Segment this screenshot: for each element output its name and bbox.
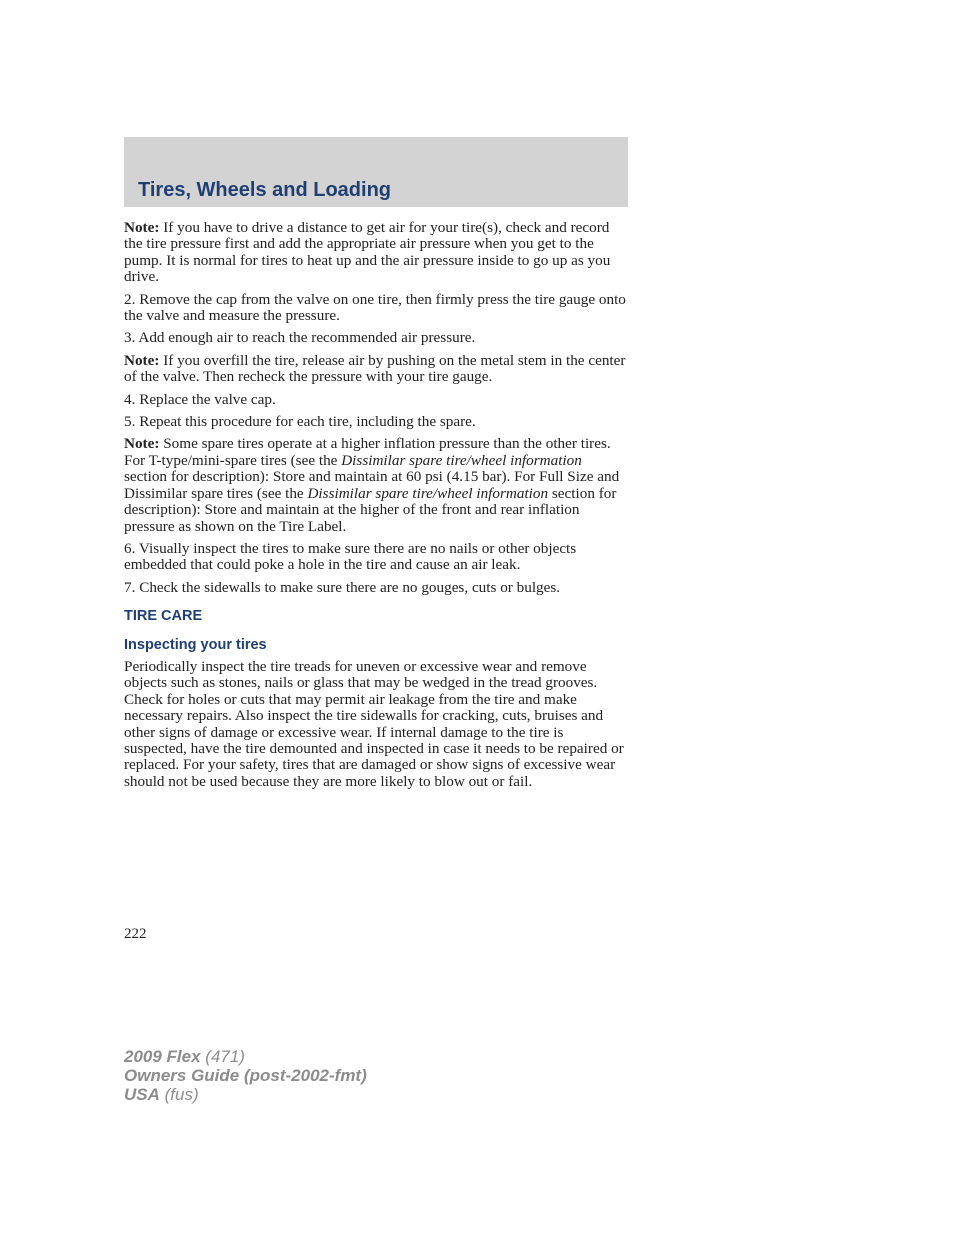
page-number: 222 (124, 926, 147, 942)
section-title: Tires, Wheels and Loading (138, 179, 392, 201)
note-text: section for description): Store and maintain at 60 psi (4.15 bar). For Full Size and Dissimilar spare tires (see the (124, 468, 620, 502)
section-heading: TIRE CARE (124, 608, 203, 625)
step-5: 5. Repeat this procedure for each tire, including the spare. (124, 413, 476, 431)
note-label: Note: (124, 435, 160, 453)
section-header-band (124, 137, 628, 207)
footer-line-1 (124, 1047, 367, 1066)
step-6: 6. Visually inspect the tires to make sure there are no nails or other objects embedded that could poke a hole in the tire and cause an air leak. (124, 539, 577, 574)
body-paragraph: Periodically inspect the tire treads for uneven or excessive wear and remove objects such as stones, nails or glass that may be wedged in the tread grooves. Check for holes or cuts that may permit air leakage from the tire and make necessary repairs. Also inspect the tire sidewalls for cracking, cuts, bruises and other signs of damage or excessive wear. If internal damage to the tire is suspected, have the tire demounted and inspected in case it needs to be repaired or replaced. For your safety, tires that are damaged or show signs of excessive wear should not be used because they are more likely to blow out or fail. (124, 657, 624, 790)
subsection-heading: Inspecting your tires (124, 636, 267, 653)
note-text: section for description): Store and maintain at the higher of the front and rear inflation pressure as shown on the Tire Label. (124, 484, 617, 535)
note-paragraph (124, 436, 628, 534)
footer-model-code: (471) (200, 1047, 245, 1066)
note-text: Some spare tires operate at a higher inflation pressure than the other tires. For T-type/mini-spare tires (see the (124, 435, 611, 469)
footer-line-3 (124, 1085, 367, 1104)
note-label: Note: (124, 219, 160, 236)
footer-model: 2009 Flex (124, 1047, 201, 1066)
note-paragraph (124, 220, 628, 286)
note-paragraph (124, 353, 628, 386)
note-label: Note: (124, 351, 160, 369)
note-text: If you have to drive a distance to get air for your tire(s), check and record the tire pressure first and add the appropriate air pressure when you get to the pump. It is normal for tires to heat up and the air pressure inside to go up as you drive. (124, 219, 611, 286)
step-4: 4. Replace the valve cap. (124, 390, 276, 408)
footer-line-2 (124, 1066, 367, 1085)
step-7: 7. Check the sidewalls to make sure there are no gouges, cuts or bulges. (124, 578, 561, 596)
section-reference: Dissimilar spare tire/wheel information (341, 451, 582, 469)
step-3: 3. Add enough air to reach the recommended air pressure. (124, 329, 476, 347)
section-reference: Dissimilar spare tire/wheel information (307, 484, 549, 502)
footer-market-code: (fus) (159, 1085, 199, 1104)
footer-guide: Owners Guide (post-2002-fmt) (124, 1066, 367, 1085)
footer-market: USA (124, 1085, 160, 1104)
note-text: If you overfill the tire, release air by pushing on the metal stem in the center of the valve. Then recheck the pressure with your tire gauge. (124, 351, 626, 386)
page-content (124, 220, 628, 796)
document-footer (124, 1047, 367, 1104)
step-2: 2. Remove the cap from the valve on one tire, then firmly press the tire gauge onto the valve and measure the pressure. (124, 290, 626, 325)
